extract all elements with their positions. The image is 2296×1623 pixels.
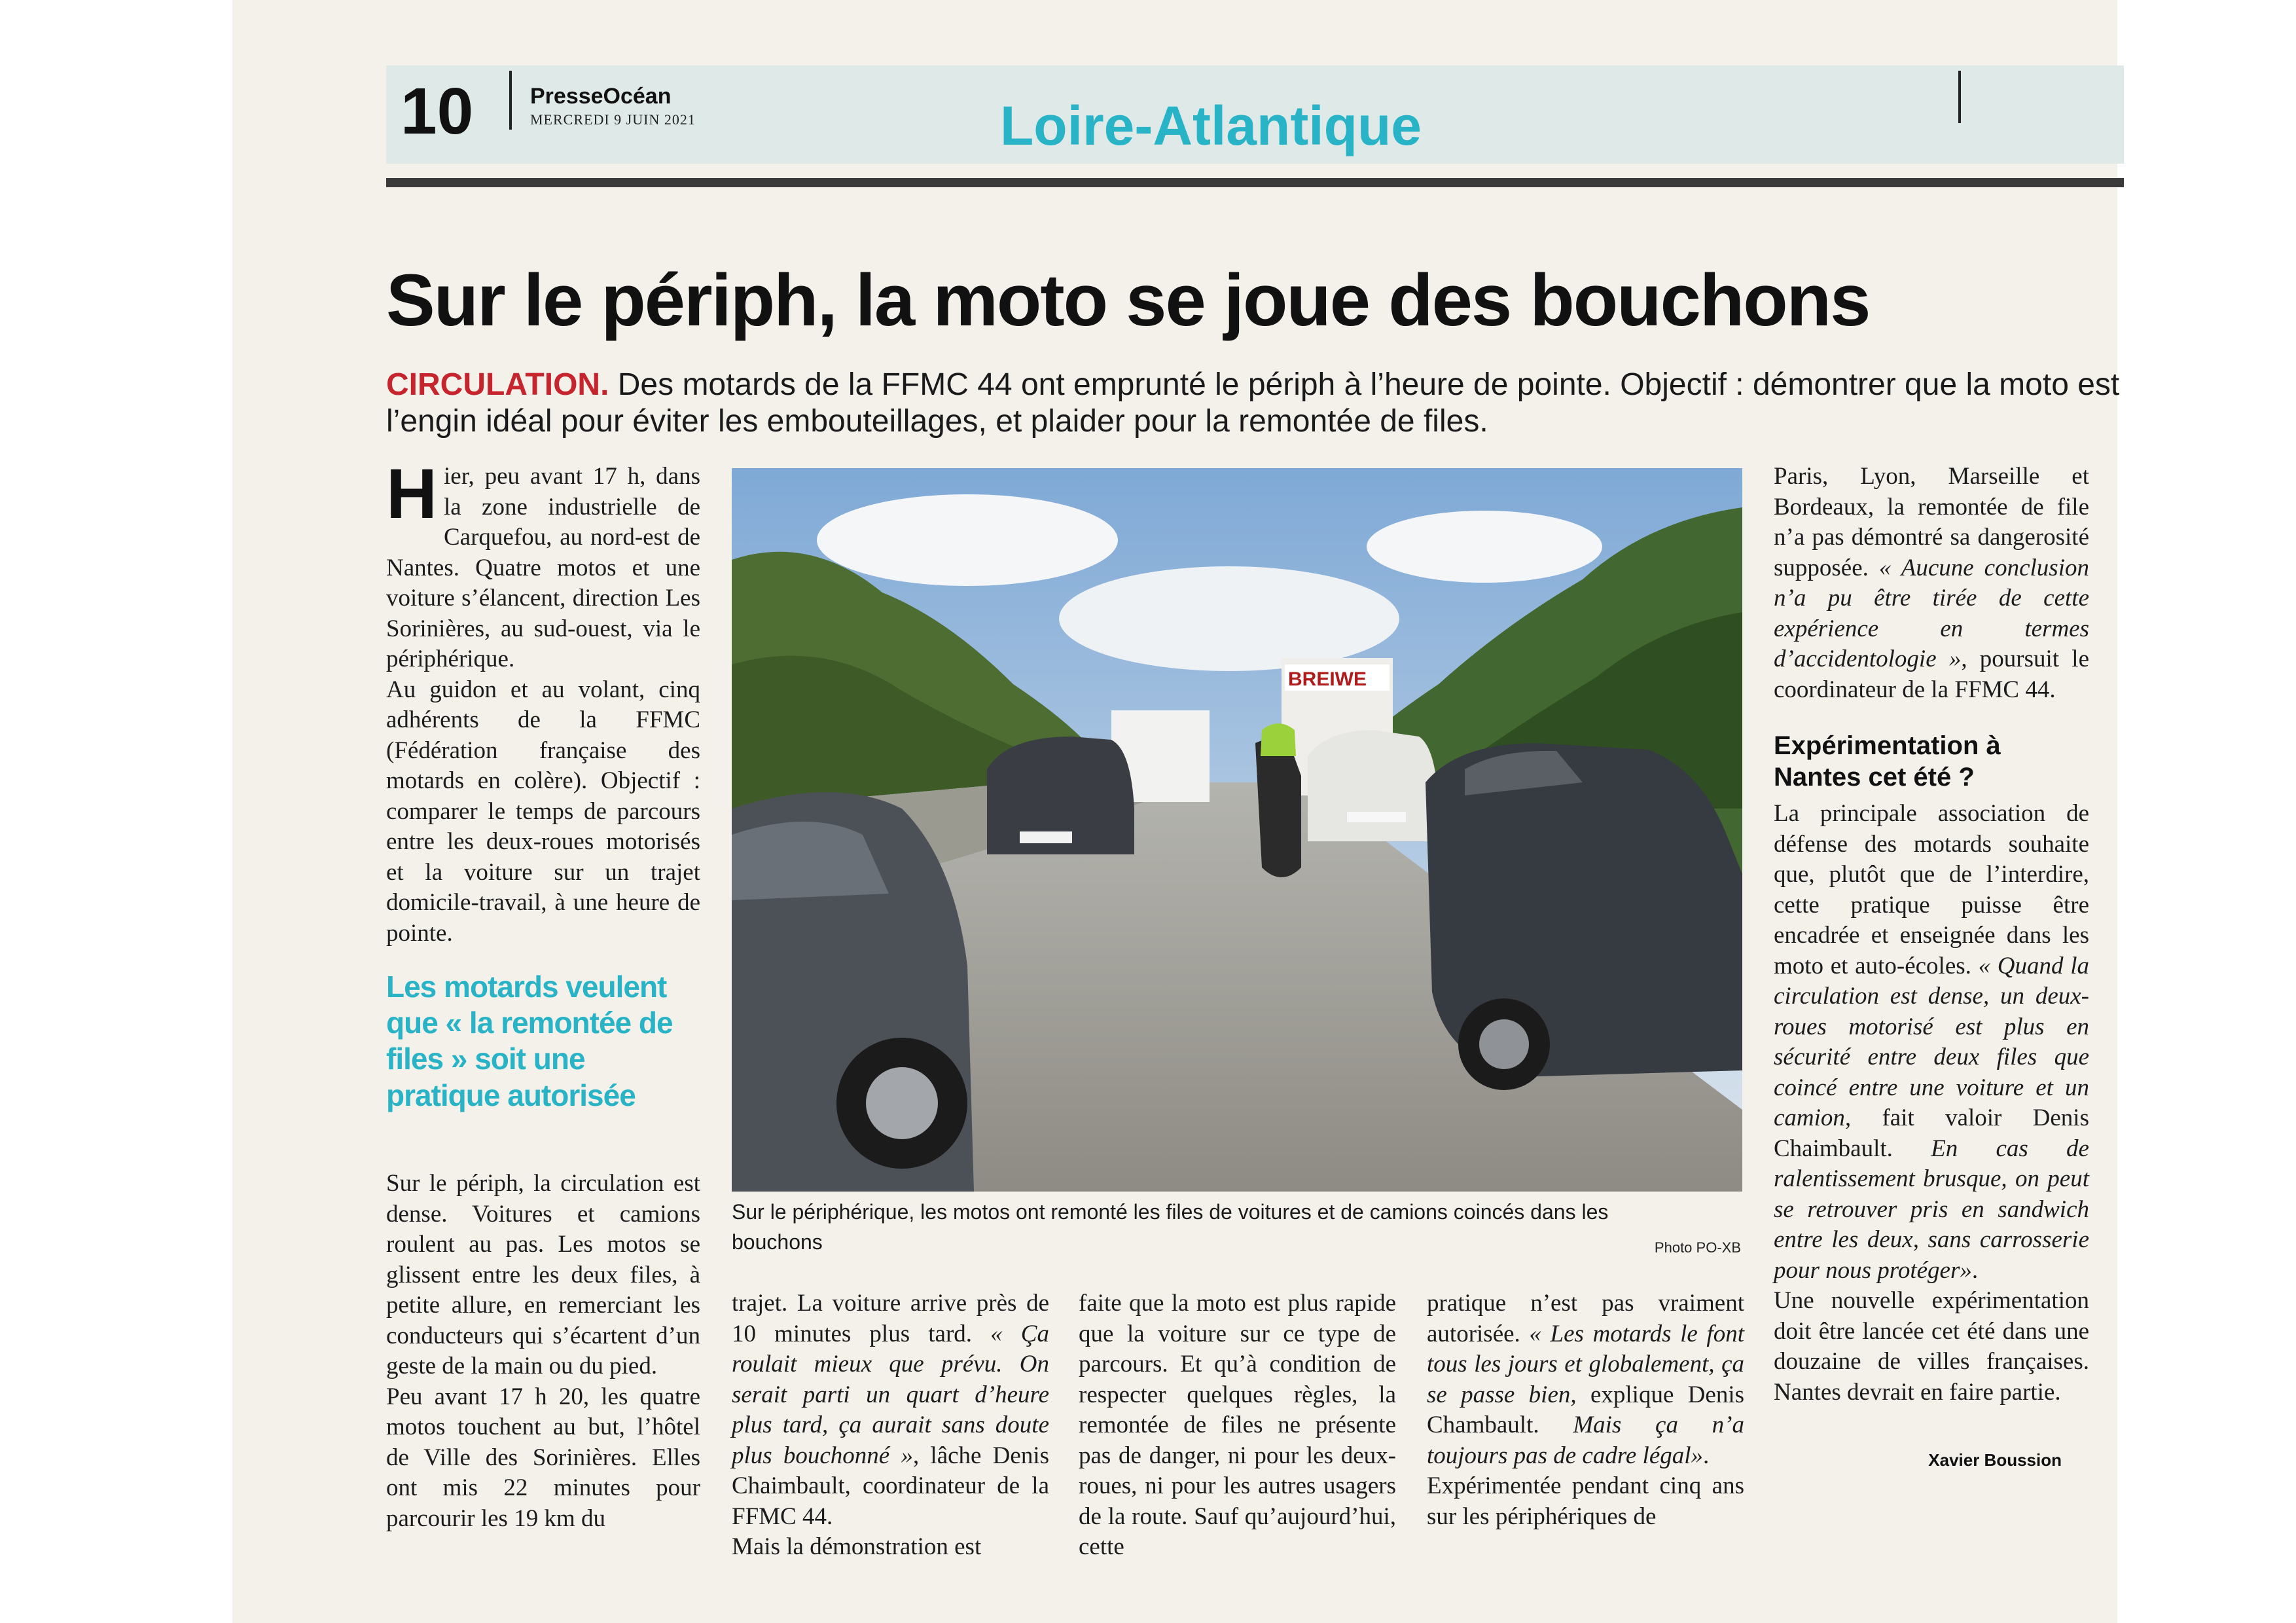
header-right-separator (1958, 71, 1961, 123)
column-4 (1427, 1288, 1744, 1532)
paragraph-text: ier, peu avant 17 h, dans la zone industrielle de Carquefou, au nord-est de Nantes. Quatre motos et une voiture s’élancent, direction Les Sorinières, au sud-ouest, via le périphérique. (386, 463, 700, 672)
column-2 (732, 1288, 1049, 1563)
paragraph (732, 1288, 1049, 1532)
paragraph (386, 454, 700, 675)
page-number: 10 (401, 75, 474, 148)
kicker-label: CIRCULATION. (386, 367, 609, 402)
quote: Mais ça n’a toujours pas de cadre légal» (1427, 1412, 1744, 1469)
paragraph-text: , poursuit le coordinateur de la FFMC 44. (1774, 646, 2089, 703)
paragraph-text: trajet. La voiture arrive près de 10 minutes plus tard. (732, 1290, 1049, 1347)
quote: « Les motards le font tous les jours et globalement, ça se passe bien, (1427, 1320, 1744, 1408)
paragraph-text: Paris, Lyon, Marseille et Bordeaux, la remontée de file n’a pas démontré sa dangerosité supposée. (1774, 463, 2089, 581)
article-headline: Sur le périph, la moto se joue des bouchons (386, 259, 1870, 341)
quote: « Ça roulait mieux que prévu. On serait parti un quart d’heure plus tard, ça aurait sans doute plus bouchonné » (732, 1320, 1049, 1469)
paragraph (1427, 1288, 1744, 1471)
paragraph (1774, 799, 2089, 1286)
photo-caption: Sur le périphérique, les motos ont remonté les files de voitures et de camions coincés dans les bouchons (732, 1200, 1609, 1254)
paragraph-text: explique Denis Chambault. (1427, 1381, 1744, 1438)
quote: « Quand la circulation est dense, un deux-roues motorisé est plus en sécurité entre deux files que coincé entre une voiture et un camion, (1774, 952, 2089, 1131)
paragraph: faite que la moto est plus rapide que la voiture sur ce type de parcours. Et qu’à condition de respecter quelques règles, la remontée de files ne présente pas de danger, ni pour les deux-roues, ni pour les autres usagers de la route. Sauf qu’aujourd’hui, cette (1079, 1290, 1396, 1560)
paragraph: Sur le périph, la circulation est dense. Voitures et camions roulent au pas. Les motos se glissent entre les deux files, à petite allure, en remerciant les conducteurs qui s’écartent d’un geste de la main ou du pied. (386, 1170, 700, 1379)
paragraph: Expérimentée pendant cinq ans sur les périphériques de (1427, 1472, 1744, 1530)
photo-credit: Photo PO-XB (1654, 1239, 1741, 1256)
column-1-continued (386, 1169, 700, 1534)
issue-date: MERCREDI 9 JUIN 2021 (530, 111, 696, 128)
quote: En cas de ralentissement brusque, on peut se retrouver pris en sandwich entre les deux, sans carrosserie pour nous protéger» (1774, 1135, 2089, 1284)
article-photo (732, 468, 1742, 1192)
paragraph-text: pratique n’est pas vraiment autorisée. (1427, 1290, 1744, 1347)
column-5-continued (1774, 799, 2089, 1408)
paragraph-text: . (1703, 1442, 1710, 1469)
intertitle-quote: Les motards veulent que « la remontée de files » soit une pratique autorisée (386, 970, 673, 1112)
column-1 (386, 454, 700, 949)
traffic-photo-illustration (732, 468, 1742, 1192)
newspaper-brand: PresseOcéan (530, 84, 672, 109)
paragraph: Mais la démonstration est (732, 1533, 982, 1560)
column-3 (1079, 1288, 1396, 1563)
drop-cap: H (386, 454, 437, 533)
author-signature: Xavier Boussion (1928, 1450, 2062, 1470)
quote: « Aucune conclusion n’a pu être tirée de cette expérience en termes d’accidentologie » (1774, 554, 2089, 672)
paragraph: Au guidon et au volant, cinq adhérents de la FFMC (Fédération française des motards en colère). Objectif : comparer le temps de parcours entre les deux-roues motorisés et la voiture sur un trajet domicile-travail, à une heure de pointe. (386, 676, 700, 947)
header-rule (386, 178, 2124, 187)
paragraph (1774, 462, 2089, 705)
paragraph: Peu avant 17 h 20, les quatre motos touchent au but, l’hôtel de Ville des Sorinières. Elles ont mis 22 minutes pour parcourir les 19 km du (386, 1383, 700, 1532)
header-separator (509, 71, 512, 130)
column-5 (1774, 462, 2089, 705)
paragraph-text: fait valoir Denis Chaimbault. (1774, 1104, 2089, 1162)
column-subheading: Expérimentation à Nantes cet été ? (1774, 731, 2001, 792)
paragraph-text: . (1971, 1256, 1979, 1284)
article-standfirst (386, 367, 2124, 440)
paragraph-text: , lâche Denis Chaimbault, coordinateur de la FFMC 44. (732, 1442, 1049, 1530)
section-title: Loire-Atlantique (1000, 95, 1422, 156)
standfirst-text: Des motards de la FFMC 44 ont emprunté le périph à l’heure de pointe. Objectif : démontrer que la moto est l’engin idéal pour éviter les embouteillages, et plaider pour la remontée de files. (386, 367, 2120, 439)
paragraph: Une nouvelle expérimentation doit être lancée cet été dans une douzaine de villes françaises. Nantes devrait en faire partie. (1774, 1287, 2089, 1406)
paragraph-text: La principale association de défense des motards souhaite que, plutôt que de l’interdire, cette pratique puisse être encadrée et enseignée dans les moto et auto-écoles. (1774, 800, 2089, 979)
truck-lettering: BREIWE (1288, 668, 1367, 690)
